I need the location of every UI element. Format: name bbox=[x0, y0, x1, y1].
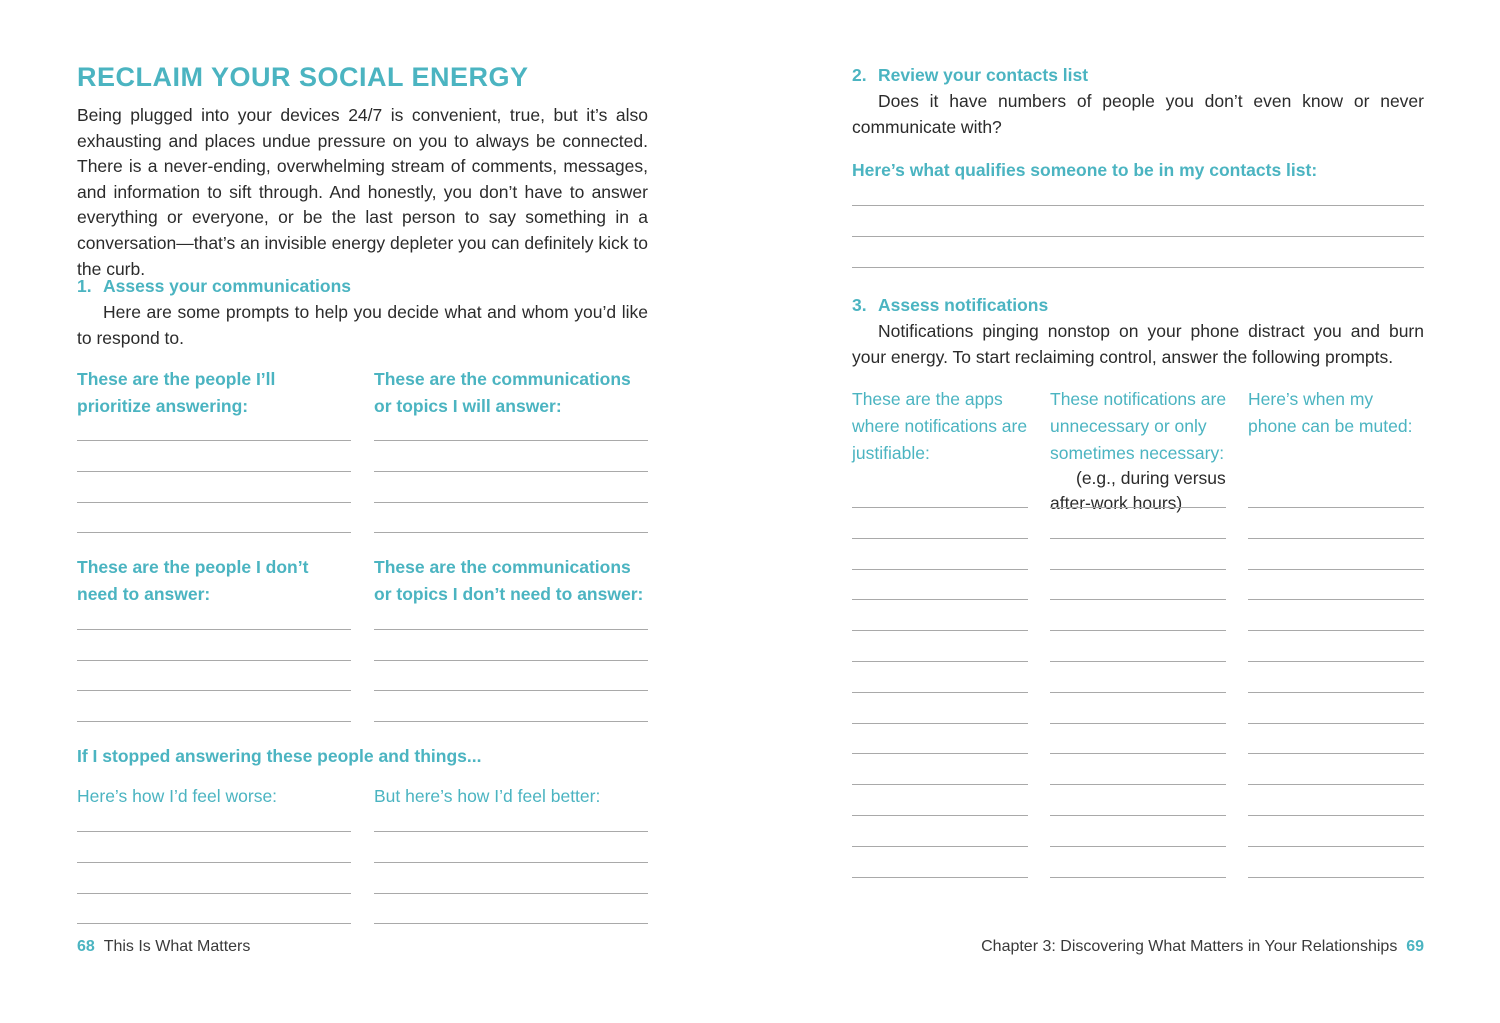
answer-line[interactable] bbox=[852, 784, 1028, 785]
answer-line[interactable] bbox=[374, 721, 648, 722]
answer-line[interactable] bbox=[77, 893, 351, 894]
prompt-unnecessary: These notifications are unnecessary or only sometimes necessary: bbox=[1050, 389, 1227, 463]
answer-line[interactable] bbox=[1248, 877, 1424, 878]
answer-line[interactable] bbox=[77, 923, 351, 924]
answer-line[interactable] bbox=[1248, 846, 1424, 847]
answer-line[interactable] bbox=[852, 723, 1028, 724]
left-page-number: 68 bbox=[77, 938, 95, 955]
answer-line[interactable] bbox=[77, 660, 351, 661]
answer-line[interactable] bbox=[77, 440, 351, 441]
answer-line[interactable] bbox=[77, 862, 351, 863]
answer-line[interactable] bbox=[1050, 753, 1226, 754]
prompt-answer-topics: These are the communications or topics I will answer: bbox=[374, 369, 631, 416]
answer-line[interactable] bbox=[374, 660, 648, 661]
left-footer bbox=[77, 938, 250, 956]
section-3-number: 3. bbox=[852, 295, 867, 315]
answer-line[interactable] bbox=[1248, 630, 1424, 631]
answer-line[interactable] bbox=[852, 630, 1028, 631]
answer-line[interactable] bbox=[374, 831, 648, 832]
answer-line[interactable] bbox=[77, 831, 351, 832]
section-1-number: 1. bbox=[77, 276, 92, 296]
answer-line[interactable] bbox=[852, 569, 1028, 570]
answer-line[interactable] bbox=[1248, 692, 1424, 693]
right-page-number: 69 bbox=[1406, 938, 1424, 955]
answer-line[interactable] bbox=[852, 815, 1028, 816]
book-title: This Is What Matters bbox=[103, 938, 251, 955]
section-2-text: Does it have numbers of people you don’t even know or never communicate with? bbox=[852, 91, 1424, 137]
answer-line[interactable] bbox=[77, 629, 351, 630]
answer-line[interactable] bbox=[1248, 723, 1424, 724]
prompt-muted: Here’s when my phone can be muted: bbox=[1248, 389, 1413, 436]
answer-line[interactable] bbox=[1248, 784, 1424, 785]
answer-line[interactable] bbox=[1050, 538, 1226, 539]
answer-line[interactable] bbox=[1050, 630, 1226, 631]
answer-line[interactable] bbox=[1050, 784, 1226, 785]
answer-line[interactable] bbox=[374, 502, 648, 503]
answer-line[interactable] bbox=[852, 692, 1028, 693]
answer-line[interactable] bbox=[77, 690, 351, 691]
section-1-text: Here are some prompts to help you decide what and whom you’d like to respond to. bbox=[77, 302, 648, 348]
answer-line[interactable] bbox=[374, 893, 648, 894]
section-2-heading bbox=[852, 65, 1088, 86]
section-1-title: Assess your communications bbox=[103, 276, 351, 296]
section-2-title: Review your contacts list bbox=[878, 65, 1089, 85]
answer-line[interactable] bbox=[1248, 599, 1424, 600]
answer-line[interactable] bbox=[374, 862, 648, 863]
section-2-number: 2. bbox=[852, 65, 867, 85]
answer-line[interactable] bbox=[77, 471, 351, 472]
answer-line[interactable] bbox=[1248, 815, 1424, 816]
answer-line[interactable] bbox=[852, 236, 1424, 237]
answer-line[interactable] bbox=[1248, 661, 1424, 662]
prompt-no-need-people: These are the people I don’t need to answer: bbox=[77, 557, 309, 604]
answer-line[interactable] bbox=[374, 440, 648, 441]
answer-line[interactable] bbox=[1248, 753, 1424, 754]
answer-line[interactable] bbox=[1248, 507, 1424, 508]
answer-line[interactable] bbox=[1248, 538, 1424, 539]
right-footer bbox=[981, 938, 1424, 956]
answer-line[interactable] bbox=[852, 267, 1424, 268]
unnecessary-note: (e.g., during versus after-work hours) bbox=[1050, 468, 1226, 513]
answer-line[interactable] bbox=[852, 753, 1028, 754]
right-page bbox=[852, 0, 1424, 1023]
answer-line[interactable] bbox=[77, 532, 351, 533]
prompt-no-need-topics: These are the communications or topics I don’t need to answer: bbox=[374, 557, 644, 604]
prompt-prioritize-people: These are the people I’ll prioritize answering: bbox=[77, 369, 276, 416]
section-3-text: Notifications pinging nonstop on your phone distract you and burn your energy. To start reclaiming control, answer the following prompts. bbox=[852, 321, 1424, 367]
answer-line[interactable] bbox=[1050, 692, 1226, 693]
answer-line[interactable] bbox=[374, 532, 648, 533]
answer-line[interactable] bbox=[374, 471, 648, 472]
page-title: RECLAIM YOUR SOCIAL ENERGY bbox=[77, 62, 529, 92]
answer-line[interactable] bbox=[1050, 599, 1226, 600]
section-1-heading bbox=[77, 276, 351, 297]
answer-line[interactable] bbox=[1050, 661, 1226, 662]
prompt-worse: Here’s how I’d feel worse: bbox=[77, 786, 278, 806]
answer-line[interactable] bbox=[1050, 846, 1226, 847]
answer-line[interactable] bbox=[374, 629, 648, 630]
section-3-heading bbox=[852, 295, 1048, 316]
answer-line[interactable] bbox=[852, 877, 1028, 878]
answer-line[interactable] bbox=[852, 205, 1424, 206]
answer-line[interactable] bbox=[1050, 815, 1226, 816]
answer-line[interactable] bbox=[852, 507, 1028, 508]
chapter-title: Chapter 3: Discovering What Matters in Your Relationships bbox=[981, 938, 1398, 955]
answer-line[interactable] bbox=[852, 661, 1028, 662]
prompt-apps: These are the apps where notifications are justifiable: bbox=[852, 389, 1028, 463]
section-3-title: Assess notifications bbox=[878, 295, 1049, 315]
prompt-better: But here’s how I’d feel better: bbox=[374, 786, 601, 806]
answer-line[interactable] bbox=[852, 538, 1028, 539]
left-page bbox=[77, 0, 648, 1023]
answer-line[interactable] bbox=[1050, 507, 1226, 508]
answer-line[interactable] bbox=[374, 690, 648, 691]
answer-line[interactable] bbox=[77, 502, 351, 503]
prompt-contacts: Here’s what qualifies someone to be in my contacts list: bbox=[852, 160, 1318, 180]
answer-line[interactable] bbox=[1050, 877, 1226, 878]
answer-line[interactable] bbox=[852, 599, 1028, 600]
answer-line[interactable] bbox=[1050, 723, 1226, 724]
answer-line[interactable] bbox=[1248, 569, 1424, 570]
answer-line[interactable] bbox=[1050, 569, 1226, 570]
answer-line[interactable] bbox=[374, 923, 648, 924]
intro-paragraph: Being plugged into your devices 24/7 is convenient, true, but it’s also exhausting and places undue pressure on you to always be connected. There is a never-ending, overwhelming stream of comments, messages, and information to sift through. And honestly, you don’t have to answer everything or everyone, or be the last person to say something in a conversation—that’s an invisible energy depleter you can definitely kick to the curb. bbox=[77, 105, 648, 279]
answer-line[interactable] bbox=[77, 721, 351, 722]
answer-line[interactable] bbox=[852, 846, 1028, 847]
prompt-stopped: If I stopped answering these people and things... bbox=[77, 746, 482, 766]
